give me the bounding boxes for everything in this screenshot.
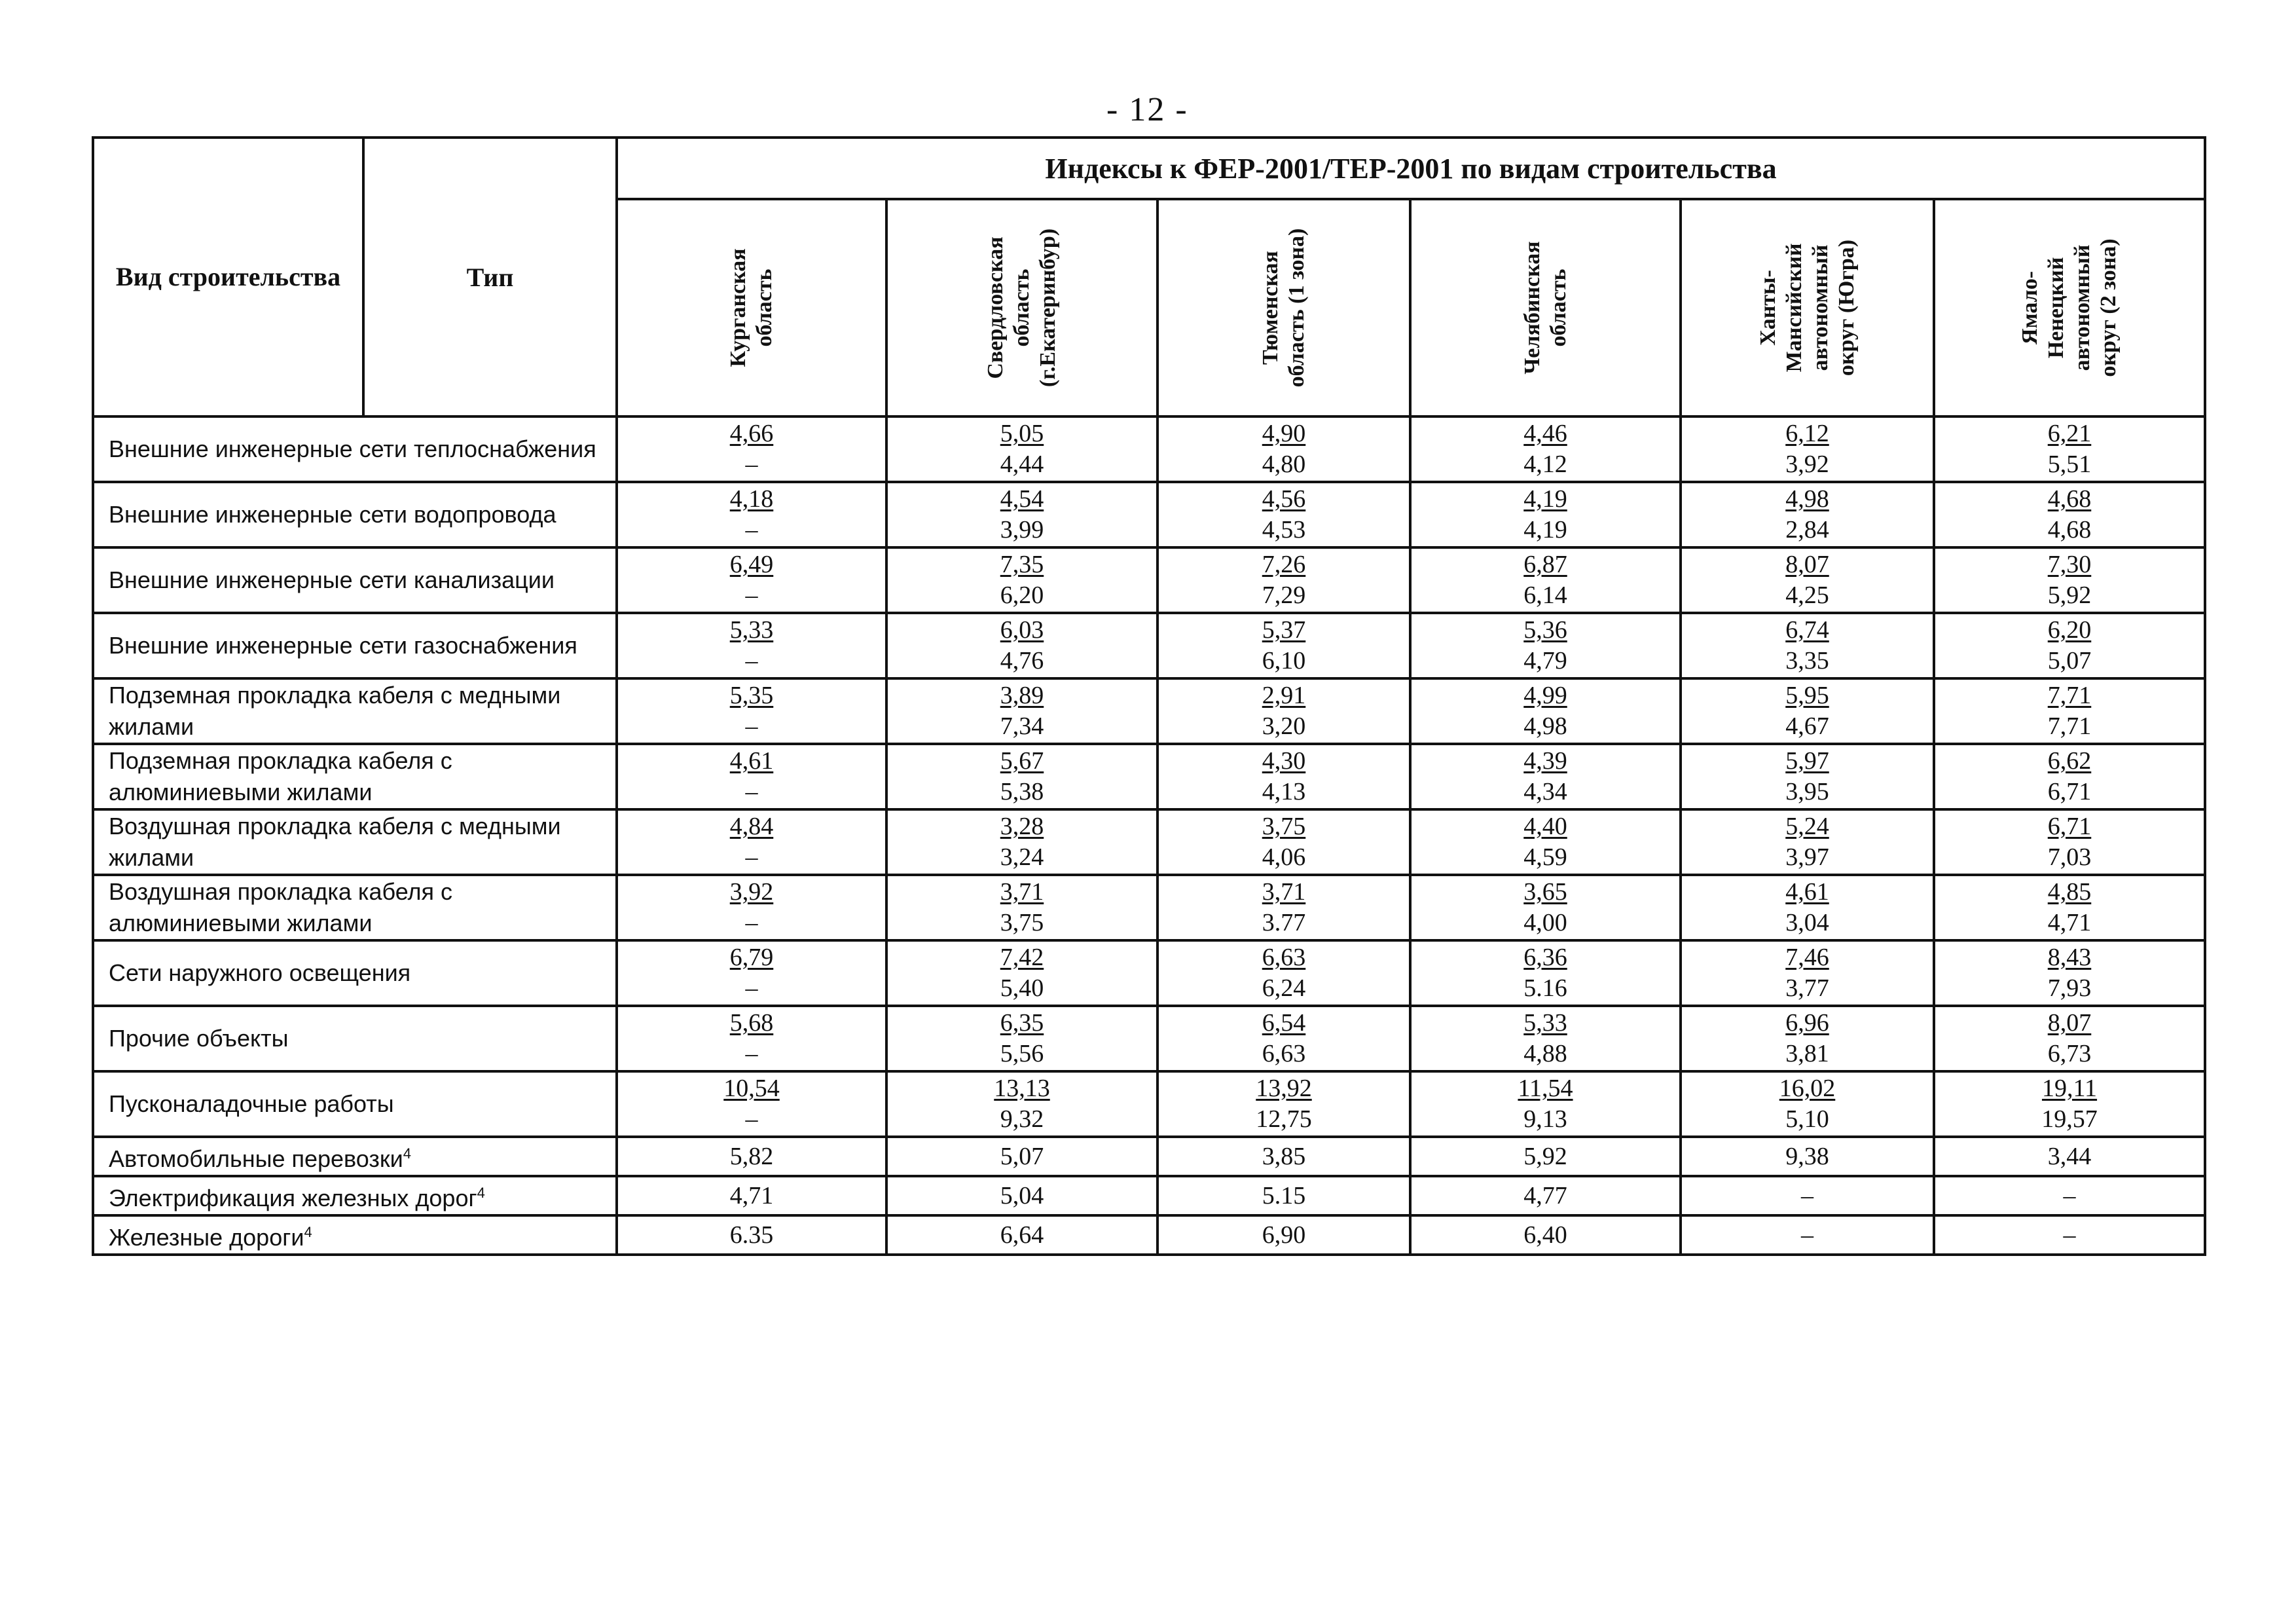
header-vid: Вид строительства	[93, 138, 363, 416]
value-cell	[1410, 678, 1681, 744]
value-numerator: 4,46	[1523, 420, 1567, 447]
value-denominator: –	[745, 516, 758, 544]
value-numerator: 4,61	[729, 747, 774, 775]
value-numerator: 13,13	[994, 1075, 1050, 1102]
value-numerator: 8,07	[2047, 1009, 2092, 1037]
value-denominator: 5,40	[1000, 974, 1044, 1002]
value-denominator: 4,00	[1523, 909, 1567, 936]
value-denominator: 6,20	[1000, 581, 1044, 609]
value-denominator: 3,75	[1000, 909, 1044, 936]
row-label: Внешние инженерные сети канализации	[93, 547, 617, 613]
value-denominator: –	[745, 778, 758, 805]
value-numerator: 4,54	[1000, 485, 1044, 513]
value-denominator: 7,29	[1262, 581, 1306, 609]
value-cell: 6,90	[1157, 1215, 1410, 1255]
value-numerator: 5,33	[1523, 1009, 1567, 1037]
value-cell: 4,77	[1410, 1176, 1681, 1215]
value-cell	[1410, 416, 1681, 482]
value-denominator: –	[745, 712, 758, 740]
value-numerator: 6,79	[729, 944, 774, 971]
value-denominator: 3,04	[1785, 909, 1829, 936]
value-cell	[1410, 547, 1681, 613]
region-label: Курганская область	[726, 248, 776, 367]
value-denominator: 12,75	[1256, 1105, 1312, 1133]
value-denominator: 7,34	[1000, 712, 1044, 740]
region-label: Свердловская область (г.Екатеринбур)	[983, 228, 1060, 388]
value-denominator: 3,35	[1785, 647, 1829, 674]
value-cell: 6.35	[617, 1215, 886, 1255]
value-cell: –	[1934, 1176, 2205, 1215]
region-label: Ямало- Ненецкий автономный округ (2 зона)	[2018, 238, 2121, 377]
value-denominator: 3,99	[1000, 516, 1044, 544]
value-cell	[1410, 1071, 1681, 1137]
value-numerator: 6,63	[1262, 944, 1306, 971]
value-denominator: 3,95	[1785, 778, 1829, 805]
value-cell: 5,92	[1410, 1137, 1681, 1176]
value-cell	[1681, 678, 1934, 744]
value-numerator: 4,68	[2047, 485, 2092, 513]
footnote-marker: 4	[304, 1224, 312, 1240]
value-cell: 9,38	[1681, 1137, 1934, 1176]
value-denominator: 4,98	[1523, 712, 1567, 740]
value-cell: –	[1681, 1215, 1934, 1255]
value-denominator: 6,63	[1262, 1040, 1306, 1067]
value-numerator: 4,19	[1523, 485, 1567, 513]
value-numerator: 5,37	[1262, 616, 1306, 644]
value-denominator: 4,68	[2047, 516, 2092, 544]
value-cell	[1934, 678, 2205, 744]
value-cell	[886, 416, 1157, 482]
value-cell	[1681, 1006, 1934, 1071]
value-cell	[886, 482, 1157, 547]
value-cell	[1157, 744, 1410, 809]
value-cell	[617, 744, 886, 809]
value-denominator: –	[745, 974, 758, 1002]
value-numerator: 6,54	[1262, 1009, 1306, 1037]
value-cell	[886, 940, 1157, 1006]
region-header	[886, 199, 1157, 416]
index-table	[92, 136, 2206, 1256]
value-numerator: 4,39	[1523, 747, 1567, 775]
value-cell	[1681, 1071, 1934, 1137]
value-denominator: 3,24	[1000, 843, 1044, 871]
value-numerator: 4,99	[1523, 682, 1567, 709]
value-numerator: 16,02	[1779, 1075, 1836, 1102]
value-numerator: 7,71	[2047, 682, 2092, 709]
value-denominator: 4,44	[1000, 451, 1044, 478]
value-denominator: –	[745, 1040, 758, 1067]
value-denominator: 7,93	[2047, 974, 2092, 1002]
value-denominator: 4,53	[1262, 516, 1306, 544]
value-numerator: 7,42	[1000, 944, 1044, 971]
value-numerator: 7,26	[1262, 551, 1306, 578]
value-numerator: 3,92	[729, 878, 774, 906]
value-cell	[886, 809, 1157, 875]
value-cell	[617, 482, 886, 547]
value-cell: 6,64	[886, 1215, 1157, 1255]
value-cell	[617, 940, 886, 1006]
value-denominator: 4,76	[1000, 647, 1044, 674]
value-denominator: 4,06	[1262, 843, 1306, 871]
region-header	[617, 199, 886, 416]
header-tip: Тип	[363, 138, 617, 416]
value-cell	[1681, 547, 1934, 613]
value-numerator: 6,96	[1785, 1009, 1829, 1037]
row-label: Внешние инженерные сети водопровода	[93, 482, 617, 547]
value-denominator: 4,19	[1523, 516, 1567, 544]
value-numerator: 6,20	[2047, 616, 2092, 644]
value-cell	[617, 875, 886, 940]
value-cell	[1157, 940, 1410, 1006]
value-denominator: 4,71	[2047, 909, 2092, 936]
value-denominator: 3,81	[1785, 1040, 1829, 1067]
value-denominator: 6,10	[1262, 647, 1306, 674]
row-label-text: Электрификация железных дорог	[109, 1185, 477, 1211]
value-denominator: 3.77	[1262, 909, 1306, 936]
value-denominator: –	[745, 843, 758, 871]
value-numerator: 5,05	[1000, 420, 1044, 447]
value-cell	[1681, 809, 1934, 875]
region-header	[1934, 199, 2205, 416]
value-cell	[617, 1071, 886, 1137]
footnote-marker: 4	[477, 1185, 485, 1201]
value-cell: 5.15	[1157, 1176, 1410, 1215]
region-header	[1157, 199, 1410, 416]
header-index-title: Индексы к ФЕР-2001/ТЕР-2001 по видам строительства	[617, 138, 2205, 199]
value-numerator: 4,61	[1785, 878, 1829, 906]
value-cell: 5,04	[886, 1176, 1157, 1215]
value-cell	[886, 744, 1157, 809]
value-cell	[1410, 875, 1681, 940]
value-cell	[1934, 875, 2205, 940]
value-cell	[1157, 809, 1410, 875]
value-numerator: 6,74	[1785, 616, 1829, 644]
value-cell	[1934, 809, 2205, 875]
value-cell	[617, 809, 886, 875]
row-label: Воздушная прокладка кабеля с алюминиевыми жилами	[93, 875, 617, 940]
value-numerator: 7,30	[2047, 551, 2092, 578]
value-cell	[617, 613, 886, 678]
table-row	[93, 1137, 2205, 1176]
value-cell: –	[1681, 1176, 1934, 1215]
row-label: Воздушная прокладка кабеля с медными жилами	[93, 809, 617, 875]
row-label: Прочие объекты	[93, 1006, 617, 1071]
region-label: Ханты- Мансийский автономный округ (Югра)	[1755, 239, 1859, 377]
value-denominator: 4,34	[1523, 778, 1567, 805]
value-denominator: 4,12	[1523, 451, 1567, 478]
value-cell	[1934, 416, 2205, 482]
value-cell	[1410, 940, 1681, 1006]
value-denominator: 9,13	[1523, 1105, 1567, 1133]
value-cell	[1410, 1006, 1681, 1071]
table-row	[93, 613, 2205, 678]
value-denominator: 4,88	[1523, 1040, 1567, 1067]
value-numerator: 4,66	[729, 420, 774, 447]
row-label: Внешние инженерные сети теплоснабжения	[93, 416, 617, 482]
value-numerator: 7,46	[1785, 944, 1829, 971]
page-number: - 12 -	[1106, 91, 1188, 128]
value-cell	[617, 678, 886, 744]
value-cell	[1410, 613, 1681, 678]
value-numerator: 6,21	[2047, 420, 2092, 447]
value-denominator: 5,92	[2047, 581, 2092, 609]
value-cell	[1410, 809, 1681, 875]
value-cell: 6,40	[1410, 1215, 1681, 1255]
value-cell	[1157, 613, 1410, 678]
value-denominator: 6,73	[2047, 1040, 2092, 1067]
table-row	[93, 1006, 2205, 1071]
value-numerator: 6,49	[729, 551, 774, 578]
region-label: Челябинская область	[1520, 241, 1571, 375]
value-numerator: 4,84	[729, 813, 774, 840]
value-cell	[1157, 547, 1410, 613]
value-numerator: 3,71	[1000, 878, 1044, 906]
value-numerator: 6,62	[2047, 747, 2092, 775]
value-numerator: 3,28	[1000, 813, 1044, 840]
row-label	[93, 1176, 617, 1215]
value-cell	[617, 547, 886, 613]
value-denominator: 2,84	[1785, 516, 1829, 544]
value-cell	[1157, 1071, 1410, 1137]
value-cell	[1681, 940, 1934, 1006]
value-denominator: 19,57	[2041, 1105, 2098, 1133]
row-label-text: Автомобильные перевозки	[109, 1145, 403, 1172]
value-cell	[1157, 1006, 1410, 1071]
value-cell	[1157, 482, 1410, 547]
value-numerator: 6,87	[1523, 551, 1567, 578]
value-numerator: 6,71	[2047, 813, 2092, 840]
value-cell	[1934, 1071, 2205, 1137]
value-denominator: 6,24	[1262, 974, 1306, 1002]
value-denominator: 5,51	[2047, 451, 2092, 478]
value-numerator: 5,33	[729, 616, 774, 644]
value-numerator: 4,98	[1785, 485, 1829, 513]
value-denominator: 7,03	[2047, 843, 2092, 871]
value-cell	[1934, 482, 2205, 547]
value-numerator: 4,56	[1262, 485, 1306, 513]
row-label: Внешние инженерные сети газоснабжения	[93, 613, 617, 678]
value-numerator: 5,24	[1785, 813, 1829, 840]
value-cell	[1681, 482, 1934, 547]
value-numerator: 4,85	[2047, 878, 2092, 906]
value-numerator: 5,95	[1785, 682, 1829, 709]
value-denominator: 3,20	[1262, 712, 1306, 740]
value-denominator: 4,25	[1785, 581, 1829, 609]
value-numerator: 3,89	[1000, 682, 1044, 709]
value-cell: –	[1934, 1215, 2205, 1255]
table-row	[93, 744, 2205, 809]
value-cell	[886, 1006, 1157, 1071]
value-cell	[886, 678, 1157, 744]
value-numerator: 3,75	[1262, 813, 1306, 840]
value-cell	[1681, 416, 1934, 482]
region-label: Тюменская область (1 зона)	[1258, 228, 1309, 388]
value-numerator: 5,67	[1000, 747, 1044, 775]
value-numerator: 5,97	[1785, 747, 1829, 775]
table-row	[93, 1215, 2205, 1255]
value-denominator: 4,79	[1523, 647, 1567, 674]
value-cell	[1934, 744, 2205, 809]
table-row	[93, 809, 2205, 875]
value-cell	[1934, 940, 2205, 1006]
value-numerator: 4,90	[1262, 420, 1306, 447]
value-numerator: 4,18	[729, 485, 774, 513]
value-denominator: 6,71	[2047, 778, 2092, 805]
row-label: Подземная прокладка кабеля с алюминиевыми жилами	[93, 744, 617, 809]
value-cell	[1681, 875, 1934, 940]
row-label: Пусконаладочные работы	[93, 1071, 617, 1137]
table-row	[93, 940, 2205, 1006]
value-cell	[617, 1006, 886, 1071]
value-cell	[1157, 875, 1410, 940]
value-denominator: 4,80	[1262, 451, 1306, 478]
value-numerator: 6,36	[1523, 944, 1567, 971]
table-row	[93, 1176, 2205, 1215]
value-numerator: 5,35	[729, 682, 774, 709]
value-cell: 4,71	[617, 1176, 886, 1215]
value-cell: 5,82	[617, 1137, 886, 1176]
value-denominator: 3,77	[1785, 974, 1829, 1002]
value-denominator: 4,13	[1262, 778, 1306, 805]
row-label: Подземная прокладка кабеля с медными жилами	[93, 678, 617, 744]
value-denominator: 3,92	[1785, 451, 1829, 478]
table-row	[93, 547, 2205, 613]
value-denominator: 6,14	[1523, 581, 1567, 609]
value-cell	[886, 547, 1157, 613]
value-cell	[1410, 744, 1681, 809]
region-header	[1410, 199, 1681, 416]
value-cell	[1934, 613, 2205, 678]
value-cell	[617, 416, 886, 482]
value-denominator: 9,32	[1000, 1105, 1044, 1133]
value-denominator: 5,38	[1000, 778, 1044, 805]
value-denominator: 5.16	[1523, 974, 1567, 1002]
value-cell	[1157, 416, 1410, 482]
table-row	[93, 1071, 2205, 1137]
table-row	[93, 875, 2205, 940]
value-cell: 3,44	[1934, 1137, 2205, 1176]
value-denominator: –	[745, 647, 758, 674]
value-cell	[1934, 547, 2205, 613]
row-label-text: Железные дороги	[109, 1224, 304, 1251]
row-label	[93, 1137, 617, 1176]
value-cell	[1934, 1006, 2205, 1071]
value-denominator: 5,56	[1000, 1040, 1044, 1067]
value-denominator: 5,10	[1785, 1105, 1829, 1133]
table-row	[93, 678, 2205, 744]
value-numerator: 3,71	[1262, 878, 1306, 906]
value-numerator: 8,07	[1785, 551, 1829, 578]
value-denominator: –	[745, 909, 758, 936]
value-cell	[886, 1071, 1157, 1137]
value-numerator: 10,54	[723, 1075, 780, 1102]
table-row	[93, 482, 2205, 547]
value-cell	[1681, 613, 1934, 678]
value-numerator: 8,43	[2047, 944, 2092, 971]
value-numerator: 4,30	[1262, 747, 1306, 775]
value-numerator: 3,65	[1523, 878, 1567, 906]
value-numerator: 6,35	[1000, 1009, 1044, 1037]
value-numerator: 7,35	[1000, 551, 1044, 578]
row-label	[93, 1215, 617, 1255]
value-cell	[1157, 678, 1410, 744]
value-cell	[1681, 744, 1934, 809]
value-denominator: –	[745, 1105, 758, 1133]
footnote-marker: 4	[403, 1145, 412, 1162]
value-denominator: 4,67	[1785, 712, 1829, 740]
value-numerator: 6,03	[1000, 616, 1044, 644]
value-denominator: –	[745, 451, 758, 478]
value-numerator: 11,54	[1518, 1075, 1573, 1102]
value-cell	[886, 613, 1157, 678]
value-numerator: 5,36	[1523, 616, 1567, 644]
value-numerator: 19,11	[2041, 1075, 2098, 1102]
value-denominator: 3,97	[1785, 843, 1829, 871]
value-denominator: 5,07	[2047, 647, 2092, 674]
value-numerator: 6,12	[1785, 420, 1829, 447]
value-cell	[886, 875, 1157, 940]
value-denominator: –	[745, 581, 758, 609]
value-denominator: 7,71	[2047, 712, 2092, 740]
region-header	[1681, 199, 1934, 416]
table-body	[93, 416, 2205, 1255]
value-cell: 3,85	[1157, 1137, 1410, 1176]
value-numerator: 2,91	[1262, 682, 1306, 709]
value-numerator: 5,68	[729, 1009, 774, 1037]
table-row	[93, 416, 2205, 482]
row-label: Сети наружного освещения	[93, 940, 617, 1006]
value-numerator: 13,92	[1256, 1075, 1312, 1102]
value-cell	[1410, 482, 1681, 547]
value-cell: 5,07	[886, 1137, 1157, 1176]
value-denominator: 4,59	[1523, 843, 1567, 871]
value-numerator: 4,40	[1523, 813, 1567, 840]
